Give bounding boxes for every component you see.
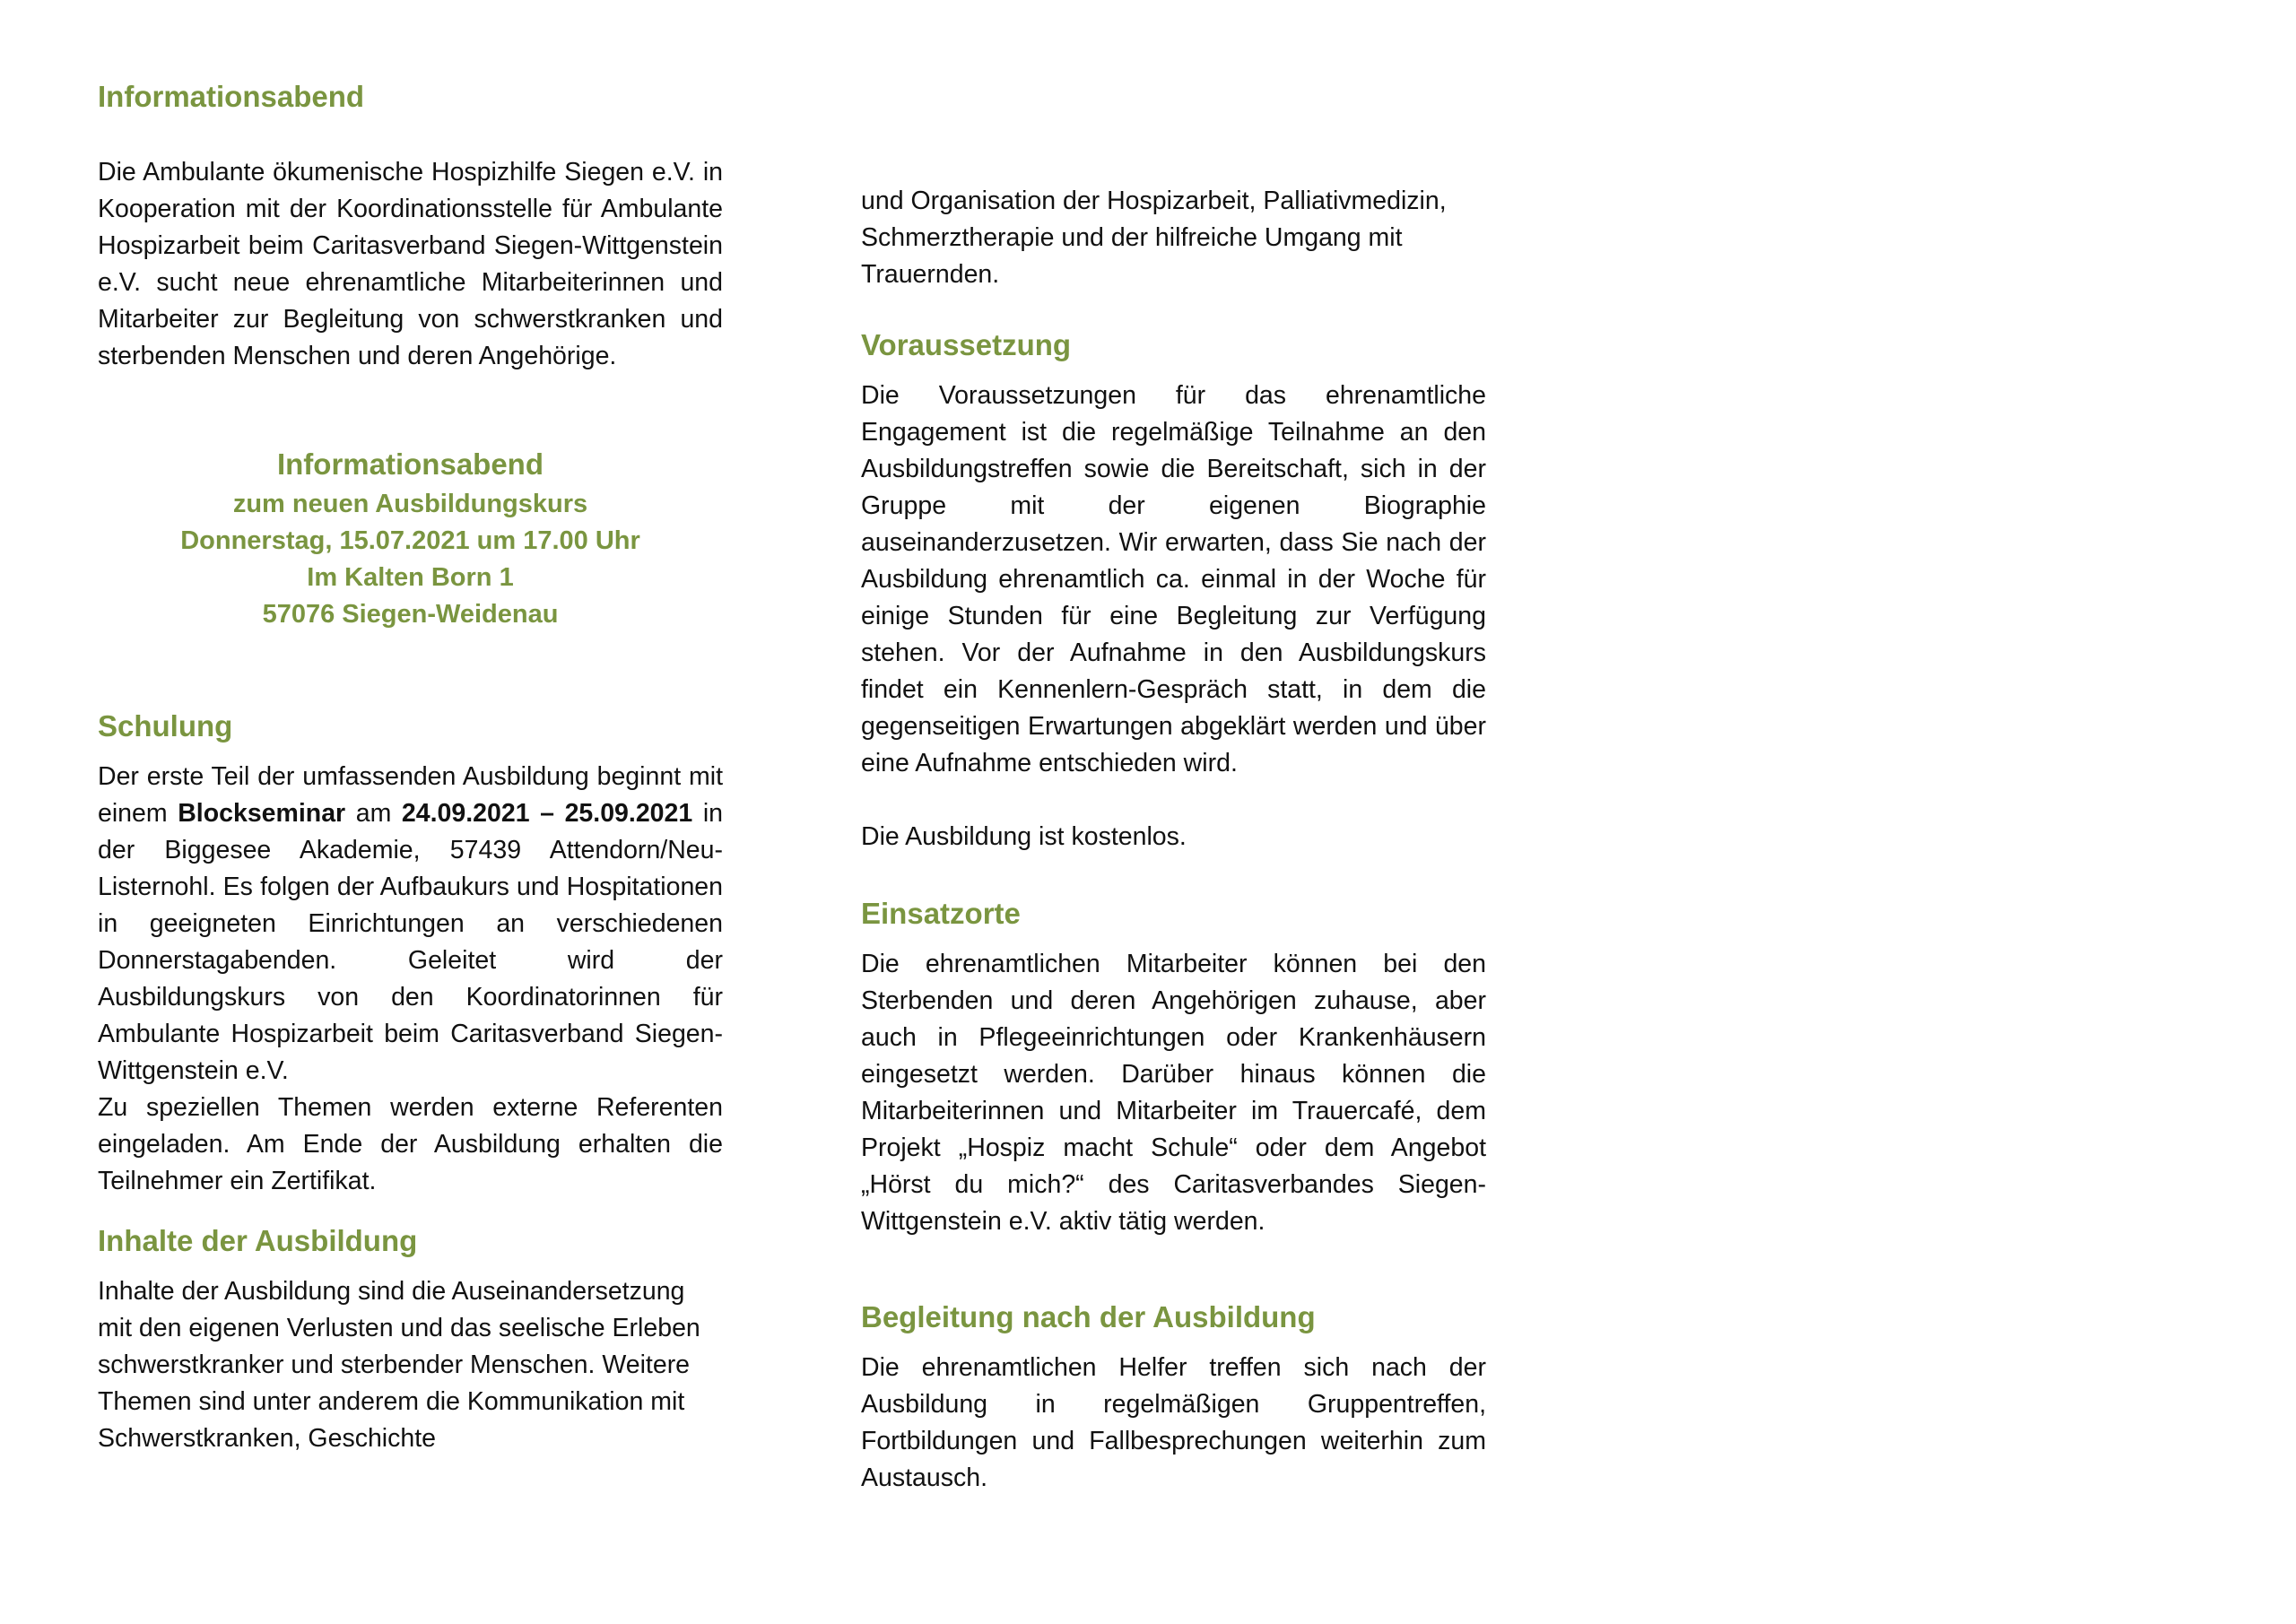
blockseminar-label: Blockseminar (178, 799, 346, 828)
inhalte-paragraph: Inhalte der Ausbildung sind die Auseinandersetzung mit den eigenen Verlusten und das seelische Erleben schwerstkranker und sterbender Menschen. Weitere Themen sind unter anderem die Kommunikation mit Schwerstkranken, Geschichte (98, 1277, 700, 1453)
event-subtitle: zum neuen Ausbildungskurs (232, 490, 588, 518)
intro-paragraph: Die Ambulante ökumenische Hospizhilfe Siegen e.V. in Kooperation mit der Koordinationsstelle für Ambulante Hospizarbeit beim Caritasverband Siegen-Wittgenstein e.V. sucht neue ehrenamtliche Mitarbeiterinnen und Mitarbeiter zur Begleitung von schwerstkranken und sterbenden Menschen und deren Angehörige. (98, 158, 723, 370)
voraussetzung-paragraph: Die Voraussetzungen für das ehrenamtliche Engagement ist die regelmäßige Teilnahme an den Ausbildungstreffen sowie die Bereitschaft, sich in der Gruppe mit der eigenen Biographie auseinanderzusetzen. Wir erwarten, dass Sie nach der Ausbildung ehrenamtlich ca. einmal in der Woche für einige Stunden für eine Begleitung zur Verfügung stehen. Vor der Aufnahme in den Ausbildungskurs findet ein Kennenlern-Gespräch statt, in dem die gegenseitigen Erwartungen abgeklärt werden und über eine Aufnahme entschieden wird. (861, 381, 1486, 777)
begleitung-paragraph: Die ehrenamtlichen Helfer treffen sich nach der Ausbildung in regelmäßigen Gruppentreffen, Fortbildungen und Fallbesprechungen weiterhin zum Austausch. (861, 1353, 1486, 1492)
begleitung-heading: Begleitung nach der Ausbildung (861, 1300, 1316, 1333)
info-heading: Informationsabend (98, 80, 365, 113)
seminar-dates: 24.09.2021 – 25.09.2021 (401, 799, 693, 828)
einsatzorte-heading: Einsatzorte (861, 897, 1021, 930)
schulung-paragraph-2: Zu speziellen Themen werden externe Referenten eingeladen. Am Ende der Ausbildung erhalten die Teilnehmer ein Zertifikat. (98, 1093, 723, 1195)
inhalte-continued: und Organisation der Hospizarbeit, Palliativmedizin, Schmerztherapie und der hilfreiche Umgang mit Trauernden. (861, 187, 1447, 289)
event-city: 57076 Siegen-Weidenau (262, 600, 559, 629)
einsatzorte-paragraph: Die ehrenamtlichen Mitarbeiter können bei den Sterbenden und deren Angehörigen zuhause, aber auch in Pflegeeinrichtungen oder Krankenhäusern eingesetzt werden. Darüber hinaus können die Mitarbeiterinnen und Mitarbeiter im Trauercafé, dem Projekt „Hospiz macht Schule“ oder dem Angebot „Hörst du mich?“ des Caritasverbandes Siegen-Wittgenstein e.V. aktiv tätig werden. (861, 950, 1486, 1236)
schulung-text-3: in der Biggesee Akademie, 57439 Attendorn/Neu-Listernohl. Es folgen der Aufbaukurs und Hospitationen in geeigneten Einrichtungen an verschiedenen Donnerstagabenden. Geleitet wird der Ausbildungskurs von den Koordinatorinnen für Ambulante Hospizarbeit beim Caritasverband Siegen-Wittgenstein e.V. (98, 799, 724, 1085)
voraussetzung-heading: Voraussetzung (861, 328, 1072, 361)
event-street: Im Kalten Born 1 (307, 563, 514, 592)
event-block (98, 443, 723, 633)
event-title: Informationsabend (276, 447, 544, 481)
left-column (98, 75, 723, 1457)
schulung-text-2: am (345, 799, 402, 828)
event-date: Donnerstag, 15.07.2021 um 17.00 Uhr (180, 526, 640, 555)
schulung-paragraph (98, 759, 723, 1090)
schulung-text-1: Der erste Teil der umfassenden Ausbildung beginnt mit einem (98, 762, 723, 828)
inhalte-heading: Inhalte der Ausbildung (98, 1224, 418, 1257)
schulung-heading: Schulung (98, 709, 233, 743)
kostenlos-note: Die Ausbildung ist kostenlos. (861, 822, 1187, 851)
right-column (861, 183, 1486, 1497)
